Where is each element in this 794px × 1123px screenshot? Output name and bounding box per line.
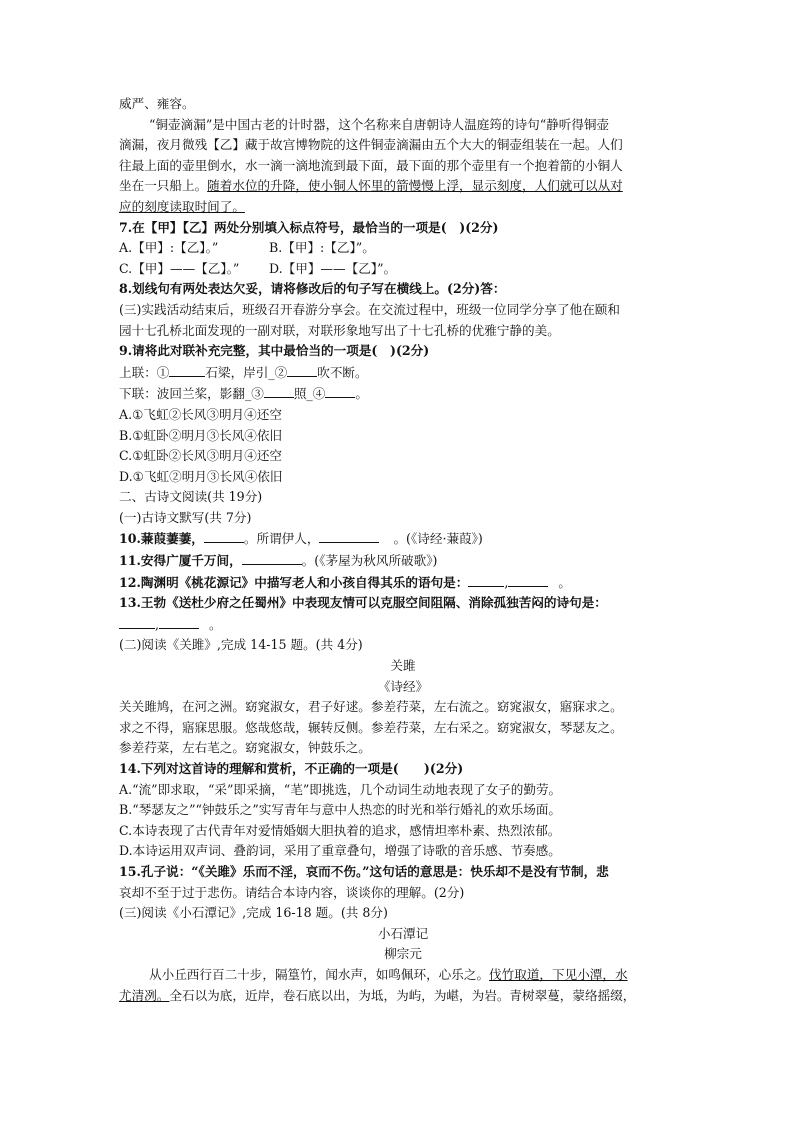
underlined-sentence: 随着水位的升降，使小铜人怀里的箭慢慢上浮，显示刻度，人们就可以从对 [207, 178, 623, 194]
passage-line [119, 176, 687, 197]
couplet-text: 吹不断。 [317, 364, 368, 380]
option-a[interactable]: A.“流”即求取，“采”即采摘，“芼”即挑选，几个动词生动地表现了女子的勤劳。 [119, 781, 562, 797]
question-15-line: 哀却不至于过于悲伤。请结合本诗内容，谈谈你的理解。(2分) [119, 884, 465, 900]
poem-title: 关雎 [390, 658, 416, 674]
question-text: 10.蒹葭萋萋， [119, 531, 204, 547]
question-text: , [155, 616, 160, 632]
essay-line [119, 986, 687, 1007]
couplet-text: 照_④ [293, 386, 326, 402]
question-9-stem: 9.请将此对联补充完整，其中最恰当的一项是( )(2分) [119, 343, 430, 359]
option-d[interactable]: D.本诗运用双声词、叠韵词，采用了重章叠句，增强了诗歌的音乐感、节奏感。 [119, 843, 561, 859]
question-10 [119, 528, 687, 550]
question-14-stem: 14.下列对这首诗的理解和赏析，不正确的一项是( )(2分) [119, 761, 464, 776]
couplet-text: 下联：波回兰桨，影翻_③ [119, 386, 264, 402]
passage-line: 滴漏，夜月微残【乙】藏于故宫博物院的这件铜壶滴漏由五个大大的铜壶组装在一起。人们 [119, 137, 623, 153]
question-7-options-ab [119, 238, 687, 259]
subsection-title: (一)古诗文默写(共 7分) [119, 509, 252, 525]
passage-line: “铜壶滴漏”是中国古老的计时器，这个名称来自唐朝诗人温庭筠的诗句“静听得铜壶 [149, 116, 610, 132]
question-text: 。 [209, 616, 222, 632]
option-b[interactable]: B.①虹卧②明月③长风④依旧 [119, 427, 283, 443]
answer-blank[interactable] [319, 528, 379, 543]
option-a[interactable]: A.【甲】:【乙】。” [119, 240, 219, 256]
option-d[interactable]: D.【甲】——【乙】”。 [269, 260, 397, 276]
poem-line: 关关雎鸠，在河之洲。窈窕淑女，君子好逑。参差荇菜，左右流之。窈窕淑女，寤寐求之。 [119, 699, 623, 715]
option-a[interactable]: A.①飞虹②长风③明月④还空 [119, 406, 282, 422]
passage-line: 威严、雍容。 [119, 96, 195, 111]
question-text: , [504, 574, 509, 590]
poem-line: 参差荇菜，左右芼之。窈窕淑女，钟鼓乐之。 [119, 740, 371, 756]
question-text: 12.陶渊明《桃花源记》中描写老人和小孩自得其乐的语句是： [119, 574, 469, 590]
answer-blank[interactable] [159, 614, 199, 629]
essay-text: 全石以为底，近岸，卷石底以出，为坻，为屿，为嵁，为岩。青树翠蔓，蒙络摇缀， [169, 987, 636, 1003]
option-b[interactable]: B.【甲】:【乙】”。 [269, 240, 375, 256]
option-d[interactable]: D.①飞虹②明月③长风④依旧 [119, 468, 283, 484]
question-text: 。(《茅屋为秋风所破歌》) [301, 553, 438, 569]
blank-4[interactable] [325, 383, 355, 398]
answer-blank[interactable] [242, 550, 302, 565]
question-text: 。 [558, 574, 571, 590]
question-text: 。所谓伊人， [243, 531, 320, 547]
subsection-title: (二)阅读《关雎》,完成 14-15 题。(共 4分) [119, 637, 363, 653]
passage-line: 往最上面的壶里倒水，水一滴一滴地流到最下面，最下面的那个壶里有一个抱着箭的小铜人 [119, 157, 623, 173]
question-text: 11.安得广厦千万间， [119, 553, 242, 569]
underlined-sentence: 尤清冽。 [119, 987, 170, 1003]
blank-1[interactable] [169, 362, 205, 377]
question-11 [119, 550, 687, 572]
couplet-text: 石梁，岸引_② [205, 364, 288, 380]
essay-title: 小石潭记 [377, 925, 429, 941]
blank-2[interactable] [287, 362, 317, 377]
question-8-stem: 8.划线句有两处表达欠妥，请将修改后的句子写在横线上。(2分)答： [119, 281, 506, 297]
essay-line [119, 965, 687, 986]
answer-blank[interactable] [468, 572, 504, 587]
subsection-title: (三)阅读《小石潭记》,完成 16-18 题。(共 8分) [119, 905, 388, 921]
answer-blank[interactable] [508, 572, 548, 587]
question-7-options-cd [119, 259, 687, 280]
option-c[interactable]: C.①虹卧②长风③明月④还空 [119, 448, 283, 464]
blank-3[interactable] [264, 383, 294, 398]
question-12 [119, 572, 687, 594]
question-15-line: 15.孔子说：“《关雎》乐而不淫，哀而不伤。”这句话的意思是：快乐却不是没有节制，悲 [119, 863, 609, 879]
option-c[interactable]: C.本诗表现了古代青年对爱情婚姻大胆执着的追求，感情坦率朴素、热烈浓郁。 [119, 822, 561, 838]
passage-line: 园十七孔桥北面发现的一副对联，对联形象地写出了十七孔桥的优雅宁静的美。 [119, 322, 560, 338]
essay-text: 从小丘西行百二十步，隔篁竹，闻水声，如鸣佩环，心乐之。 [149, 966, 490, 982]
couplet-text: 。 [355, 386, 368, 402]
underlined-sentence: 伐竹取道，下见小潭，水 [489, 966, 628, 982]
couplet-upper [119, 362, 687, 384]
question-7-stem: 7.在【甲】【乙】两处分别填入标点符号，最恰当的一项是( )(2分) [119, 219, 499, 235]
question-text: 。(《诗经·蒹葭》) [393, 531, 483, 547]
option-c[interactable]: C.【甲】——【乙】。” [119, 260, 240, 276]
section-title: 二、古诗文阅读(共 19分) [119, 489, 263, 505]
exam-page [119, 94, 687, 1006]
poem-line: 求之不得，寤寐思服。悠哉悠哉，辗转反侧。参差荇菜，左右采之。窈窕淑女，琴瑟友之。 [119, 719, 623, 735]
question-13: 13.王勃《送杜少府之任蜀州》中表现友情可以克服空间阻隔、消除孤独苦闷的诗句是： [119, 595, 607, 611]
question-13-blanks [119, 614, 687, 636]
couplet-lower [119, 383, 687, 405]
essay-author: 柳宗元 [384, 946, 422, 962]
passage-line [119, 197, 687, 218]
passage-text: 坐在一只船上。 [119, 178, 208, 194]
passage-line: (三)实践活动结束后，班级召开春游分享会。在交流过程中，班级一位同学分享了他在颐和 [119, 301, 620, 317]
answer-blank[interactable] [204, 528, 244, 543]
underlined-sentence: 应的刻度读取时间了。 [119, 198, 245, 214]
option-b[interactable]: B.“琴瑟友之”“钟鼓乐之”实写青年与意中人热恋的时光和举行婚礼的欢乐场面。 [119, 802, 562, 818]
answer-blank[interactable] [119, 614, 155, 629]
couplet-text: 上联：① [119, 364, 170, 380]
poem-source: 《诗经》 [377, 678, 429, 694]
